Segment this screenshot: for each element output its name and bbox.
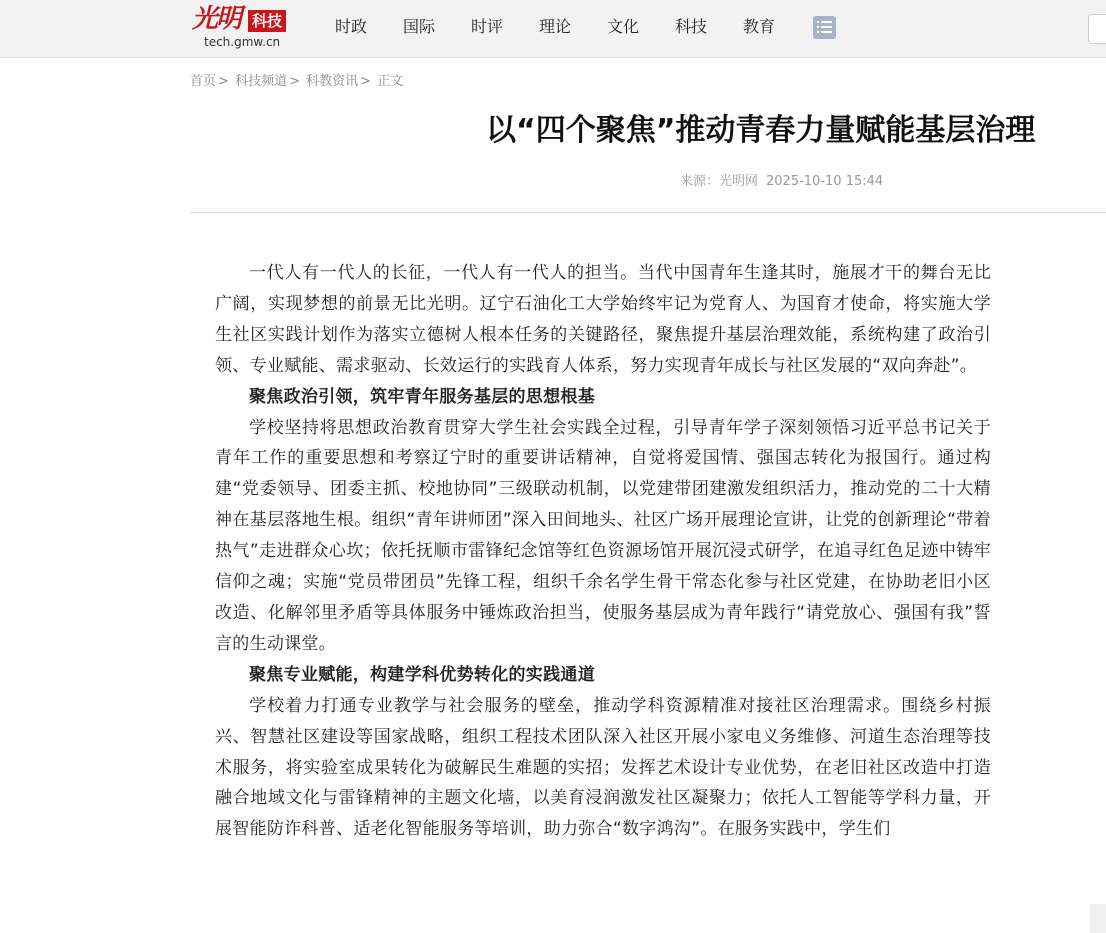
article-date: 2025-10-10 15:44 — [766, 174, 884, 189]
nav-item-wenhua[interactable]: 文化 — [607, 17, 640, 36]
logo-url: tech.gmw.cn — [204, 35, 281, 49]
article-paragraph: 一代人有一代人的长征，一代人有一代人的担当。当代中国青年生逢其时，施展才干的舞台无比广阔，实现梦想的前景无比光明。辽宁石油化工大学始终牢记为党育人、为国育才使命，将实施大学生社区实践计划作为落实立德树人根本任务的关键路径，聚焦提升基层治理效能，系统构建了政治引领、专业赋能、需求驱动、长效运行的实践育人体系，努力实现青年成长与社区发展的“双向奔赴”。 — [215, 263, 991, 376]
site-logo[interactable] — [190, 4, 300, 52]
breadcrumb-separator: > — [289, 74, 300, 89]
article-source: 来源：光明网 — [680, 174, 759, 189]
logo-brand-text: 光明 — [192, 4, 241, 34]
side-scroll-widget[interactable] — [1090, 904, 1106, 933]
article-meta — [680, 173, 883, 191]
nav-item-keji[interactable]: 科技 — [675, 17, 708, 36]
logo-channel-badge: 科技 — [248, 10, 286, 32]
menu-list-icon[interactable] — [813, 16, 836, 39]
article-title: 以“四个聚焦”推动青春力量赋能基层治理 — [486, 113, 1036, 148]
section-heading: 聚焦政治引领，筑牢青年服务基层的思想根基 — [249, 386, 595, 407]
nav-item-lilun[interactable]: 理论 — [539, 17, 572, 36]
section-heading: 聚焦专业赋能，构建学科优势转化的实践通道 — [249, 664, 595, 685]
breadcrumb-home[interactable]: 首页 — [190, 74, 217, 89]
nav-item-jiaoyu[interactable]: 教育 — [743, 17, 776, 36]
nav-item-shizheng[interactable]: 时政 — [335, 17, 368, 36]
nav-item-shiping[interactable]: 时评 — [471, 17, 504, 36]
nav-item-guoji[interactable]: 国际 — [403, 17, 436, 36]
breadcrumb — [190, 73, 403, 91]
title-divider — [190, 212, 1106, 213]
top-navigation-bar — [0, 0, 1106, 58]
article-paragraph: 学校坚持将思想政治教育贯穿大学生社会实践全过程，引导青年学子深刻领悟习近平总书记关于青年工作的重要思想和考察辽宁时的重要讲话精神，自觉将爱国情、强国志转化为报国行。通过构建“党委领导、团委主抓、校地协同”三级联动机制，以党建带团建激发组织活力，推动党的二十大精神在基层落地生根。组织“青年讲师团”深入田间地头、社区广场开展理论宣讲，让党的创新理论“带着热气”走进群众心坎；依托抚顺市雷锋纪念馆等红色资源场馆开展沉浸式研学，在追寻红色足迹中铸牢信仰之魂；实施“党员带团员”先锋工程，组织千余名学生骨干常态化参与社区党建，在协助老旧小区改造、化解邻里矛盾等具体服务中锤炼政治担当，使服务基层成为青年践行“请党放心、强国有我”誓言的生动课堂。 — [215, 417, 991, 654]
search-input[interactable] — [1088, 14, 1106, 44]
breadcrumb-science-news[interactable]: 科教资讯 — [306, 74, 359, 89]
article-paragraph: 学校着力打通专业教学与社会服务的壁垒，推动学科资源精准对接社区治理需求。围绕乡村振兴、智慧社区建设等国家战略，组织工程技术团队深入社区开展小家电义务维修、河道生态治理等技术服务，将实验室成果转化为破解民生难题的实招；发挥艺术设计专业优势，在老旧社区改造中打造融合地域文化与雷锋精神的主题文化墙，以美育浸润激发社区凝聚力；依托人工智能等学科力量，开展智能防诈科普、适老化智能服务等培训，助力弥合“数字鸿沟”。在服务实践中，学生们 — [215, 695, 991, 840]
article-body — [215, 258, 991, 845]
breadcrumb-current: 正文 — [377, 74, 404, 89]
breadcrumb-separator: > — [218, 74, 229, 89]
breadcrumb-tech-channel[interactable]: 科技频道 — [235, 74, 288, 89]
breadcrumb-separator: > — [360, 74, 372, 89]
